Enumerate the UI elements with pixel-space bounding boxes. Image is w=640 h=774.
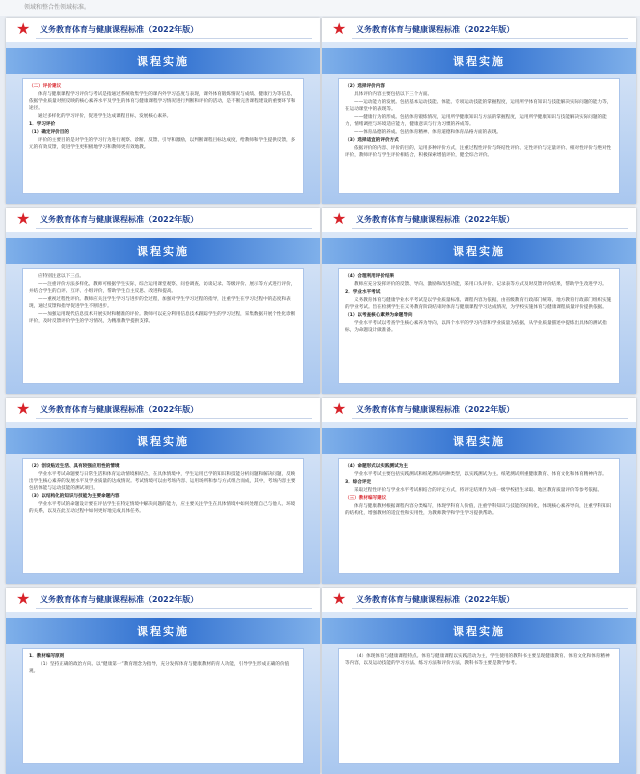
section-banner-title: 课程实施 (137, 625, 189, 638)
content-panel (22, 458, 304, 574)
slide-header-title: 义务教育体育与健康课程标准（2022年版） (356, 215, 515, 224)
header-divider (352, 608, 628, 609)
header-divider (352, 228, 628, 229)
section-banner (322, 618, 636, 644)
content-line: 教师应充分发挥评价的反馈、导向、激励和改进功能，采用口头评价、记录表等方式及时反馈评价结果，帮助学生改进学习。 (354, 282, 607, 287)
slide-2 (322, 18, 636, 204)
content-line: 依据评价的内容、评价的目的，运用多种评价方式，注重过程性评价与终结性评价、定性评价与定量评价、相对性评价与绝对性评价，教师评价与学生评价相结合，积极探索增值评价，健全综合评价。 (345, 146, 612, 158)
section-banner (6, 428, 320, 454)
slide-header-title: 义务教育体育与健康课程标准（2022年版） (356, 405, 515, 414)
previous-page-strip (0, 0, 640, 16)
slide-header-title: 义务教育体育与健康课程标准（2022年版） (356, 595, 515, 604)
content-line: 学业水平考试命题要与日常生活和体育运动情境相结合，在具体情境中，学生运用已学的知识和技能分析问题和解决问题，反映出学生核心素养的发展水平及学业质量的达成情况。考试情境可以由考场内容、运用场所和参与方式组合而成，其中，考场内容主要包括体能与运动技能的测试项目。 (29, 472, 296, 491)
slide-1 (6, 18, 320, 204)
section-banner (322, 428, 636, 454)
slide-header (6, 18, 320, 42)
previous-page-text: 领域和整合性领域标准。 (24, 4, 91, 11)
content-line: （2）选择评价内容 (345, 84, 385, 89)
slide-6 (322, 398, 636, 584)
content-panel (22, 648, 304, 764)
slide-header-title: 义务教育体育与健康课程标准（2022年版） (40, 215, 199, 224)
content-line: 评价的主要目的是对学生的学习行为进行观察、诊断、反馈、引导和激励，以判断课程目标达成度，给教师和学生提供反馈，多元的有效反馈，促进学生更积极地学习和教师更有效地教。 (29, 138, 296, 150)
content-line: （1）坚持正确的政治方向。以“健康第一”教育理念为指导，充分发挥体育与健康教材的育人功能，引导学生形成正确的价值观。 (29, 662, 290, 674)
slide-header-title: 义务教育体育与健康课程标准（2022年版） (356, 25, 515, 34)
content-line: 3．综合评定 (345, 480, 372, 485)
header-divider (36, 608, 312, 609)
red-star-icon: ★ (16, 19, 31, 38)
content-line: 义务教育体育与健康学业水平考试是以学业质量标准、课程内容为依据，由省级教育行政部门统筹，地方教育行政部门组织实施的学业考试。旨在检测学生在义务教育阶段结束时体育与健康课程学习达成情况，为学校实施体育与健康课程质量评价提供依据。 (345, 298, 612, 310)
content-line: ——体育品德的养成。包括体育精神、体育道德和体育品格方面的表现。 (354, 130, 502, 135)
section-banner-title: 课程实施 (453, 55, 505, 68)
red-star-icon: ★ (16, 209, 31, 228)
slide-header (6, 208, 320, 232)
content-line: （3）以结构化的知识与技能为主要命题内容 (29, 494, 120, 499)
slide-header (6, 588, 320, 612)
content-line: ——加强运用现代信息技术开展实时和精准的评价。教师可以充分利用信息技术跟踪学生的学习过程，采集数据开展个性化诊断评价，及时反馈评价学生的学习情况，为精准教学提供支撑。 (29, 312, 296, 324)
red-star-icon: ★ (16, 399, 31, 418)
content-line: 通过多样化的学习评价，促进学生达成课程目标，发展核心素养。 (38, 114, 172, 119)
slide-5 (6, 398, 320, 584)
red-star-icon: ★ (332, 209, 347, 228)
content-panel (338, 648, 620, 764)
content-line: ——健康行为的形成。包括体育锻炼情况，运用所学健康知识与方法的掌握程度，运用所学健康知识与技能解决实际问题的能力，情绪调控与环境适应能力，健康意识与行为习惯的养成等。 (345, 115, 607, 127)
section-banner-title: 课程实施 (137, 435, 189, 448)
section-banner-title: 课程实施 (453, 245, 505, 258)
header-divider (36, 228, 312, 229)
content-line: （2）创设贴近生活、具有较强应用性的情境 (29, 464, 120, 469)
slide-header (322, 208, 636, 232)
section-banner (6, 48, 320, 74)
section-banner (322, 238, 636, 264)
content-line: 2．学业水平考试 (345, 290, 381, 295)
content-line: 学业水平考试以考查学生核心素养为导向，以四个水平的学习内容和学业质量为依据，从学业质量描述中提炼出具体的测试指标，为命题设计做准备。 (345, 321, 607, 333)
slide-4 (322, 208, 636, 394)
section-banner (6, 618, 320, 644)
section-banner-title: 课程实施 (453, 435, 505, 448)
header-divider (352, 38, 628, 39)
slide-header (322, 398, 636, 422)
content-line: （1）以考查核心素养为命题导向 (345, 313, 413, 318)
slide-3 (6, 208, 320, 394)
content-line: ——重视过程性评价。教师应关注学生学习与进步的全过程，加强对学生学习过程的指导，注重学生在学习过程中的态度和表现，通过反馈和指导促进学生不断进步。 (29, 297, 291, 309)
content-line: 学业水平考试的命题设计要在评估学生在特定情境中解决问题的能力，应主要关注学生在具体情境中如何处理自己与他人、环境的关系，以及在此互动过程中如何更好地完成具体任务。 (29, 502, 296, 514)
content-line: （4）合理利用评价结果 (345, 274, 395, 279)
content-line: （二）评价建议 (29, 84, 62, 89)
section-banner-title: 课程实施 (453, 625, 505, 638)
content-line: ——注重评价方法多样化。教师可根据学生实际，综合运用课堂观察、问卷调查、访谈记录、等级评价、展示等方式进行评价，并结合学生的自评、互评、小组评价，帮助学生自主反思、改进和提高。 (29, 282, 296, 294)
content-panel (338, 458, 620, 574)
content-line: （三）教材编写建议 (345, 496, 387, 501)
content-line: （1）确定评价目的 (29, 130, 69, 135)
slide-header-title: 义务教育体育与健康课程标准（2022年版） (40, 405, 199, 414)
header-divider (36, 38, 312, 39)
content-line: 应特别注意以下三点。 (38, 274, 84, 279)
slide-7 (6, 588, 320, 774)
content-line: 体育与健康教材根据课程内容分类编写，体现学科育人价值，注重学科知识与技能的结构化，体现核心素养导向，注重学科知识的结构化，增强教材的适宜性和实用性，为教师教学和学生学习提供帮助。 (345, 504, 612, 516)
section-banner (322, 48, 636, 74)
red-star-icon: ★ (16, 589, 31, 608)
content-line: ——运动能力的发展。包括基本运动技能、体能、专项运动技能的掌握程度，运用所学体育知识与技能解决实际问题的能力等，在运动课堂中的表现等。 (345, 100, 612, 112)
content-line: 1．学习评价 (29, 122, 56, 127)
content-line: 体育与健康课程学习评价与考试是指通过系统收集学生的课内外学习态度与表现，课外体育锻炼情况与成绩、健康行为等信息，依据学业质量对照反映的核心素养水平及学生的体育与健康课程学习情况进行判断和评价的活动，是不断完善课程建设的重要环节和途径。 (29, 92, 296, 111)
red-star-icon: ★ (332, 399, 347, 418)
section-banner (6, 238, 320, 264)
content-line: （4）命题形式以实践测试为主 (345, 464, 408, 469)
content-panel (338, 78, 620, 194)
section-banner-title: 课程实施 (137, 55, 189, 68)
header-divider (36, 418, 312, 419)
red-star-icon: ★ (332, 589, 347, 608)
content-line: （3）选择适宜的评价方式 (345, 138, 399, 143)
content-line: 采取过程性评价与学业水平考试相结合的评定方式，将评定结果作为高一级学校招生录取、地区教育质量评价等参考依据。 (354, 488, 603, 493)
content-panel (338, 268, 620, 384)
content-line: 学业水平考试主要包括实践测试和纸笔测试两种类型，以实践测试为主。纸笔测试则重健康教育、体育文化和体育精神内容。 (354, 472, 607, 477)
content-panel (22, 268, 304, 384)
slide-header (6, 398, 320, 422)
header-divider (352, 418, 628, 419)
section-banner-title: 课程实施 (137, 245, 189, 258)
content-line: 1．教材编写原则 (29, 654, 65, 659)
content-line: 具体评价内容主要包括以下三个方面。 (354, 92, 433, 97)
slide-header (322, 588, 636, 612)
slide-header-title: 义务教育体育与健康课程标准（2022年版） (40, 595, 199, 604)
red-star-icon: ★ (332, 19, 347, 38)
content-panel (22, 78, 304, 194)
slide-header-title: 义务教育体育与健康课程标准（2022年版） (40, 25, 199, 34)
content-line: （4）体现体育与健康课程特点。体育与健康课程以实践活动为主，学生使用的教科书主要呈现健康教育、体育文化和体育精神等内容，以及运动技能的学习方法、练习方法和评价方法，教科书等主要是教学参考。 (345, 654, 610, 666)
slide-8 (322, 588, 636, 774)
slide-header (322, 18, 636, 42)
